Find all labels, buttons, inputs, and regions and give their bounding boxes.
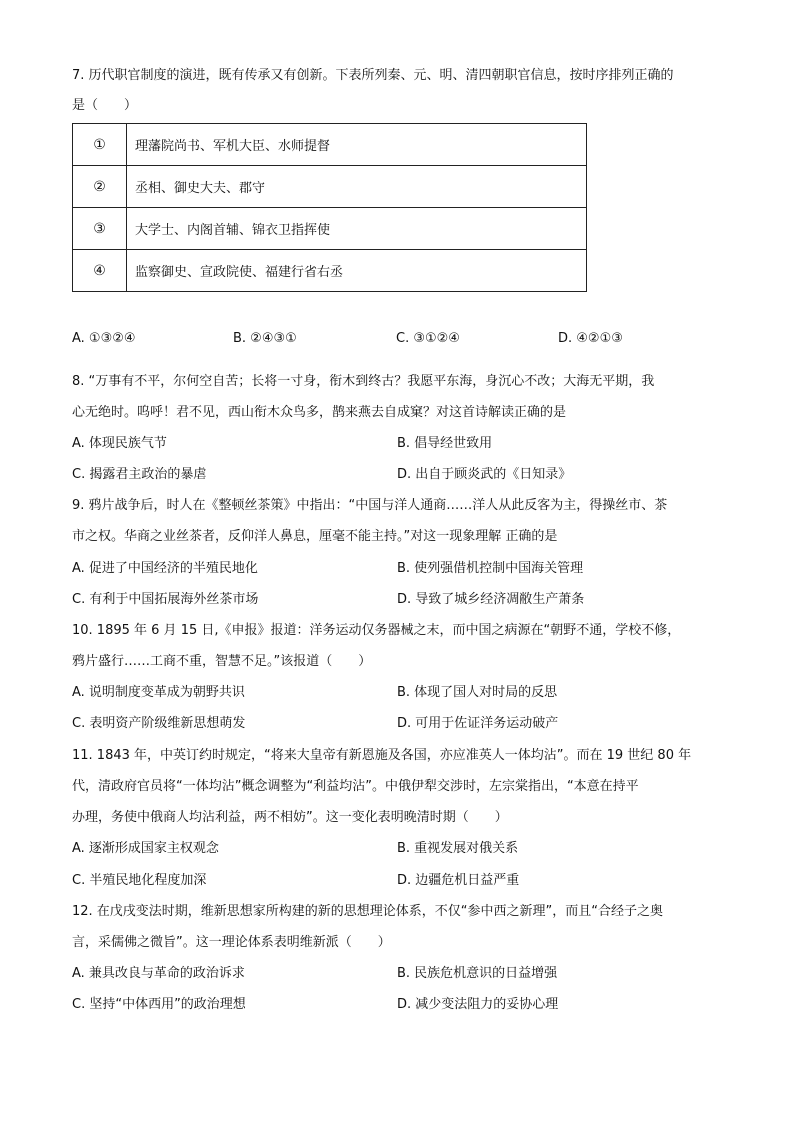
q12-stem-line1: 12. 在戊戌变法时期，维新思想家所构建的新的思想理论体系，不仅“参中西之新理”，而且“合经子之奥 (72, 904, 664, 919)
q11-stem-line1: 11. 1843 年，中英订约时规定，“将来大皇帝有新恩施及各国，亦应准英人一体均沾”。而在 19 世纪 80 年 (72, 748, 692, 763)
q10-option-a[interactable]: A. 说明制度变革成为朝野共识 (72, 685, 245, 700)
q7-option-d[interactable]: D. ④②①③ (558, 331, 623, 346)
q10-option-c[interactable]: C. 表明资产阶级维新思想萌发 (72, 716, 246, 731)
q10-option-b[interactable]: B. 体现了国人对时局的反思 (397, 685, 558, 700)
row-text: 监察御史、宣政院使、福建行省右丞 (127, 250, 587, 292)
table-row (73, 208, 587, 250)
q7-option-a[interactable]: A. ①③②④ (72, 331, 136, 346)
q8-option-a[interactable]: A. 体现民族气节 (72, 436, 167, 451)
table-row (73, 166, 587, 208)
q9-option-a[interactable]: A. 促进了中国经济的半殖民地化 (72, 561, 258, 576)
q11-option-d[interactable]: D. 边疆危机日益严重 (397, 873, 520, 888)
q10-option-d[interactable]: D. 可用于佐证洋务运动破产 (397, 716, 559, 731)
q12-option-d[interactable]: D. 减少变法阻力的妥协心理 (397, 997, 559, 1012)
q9-stem-line2: 市之权。华商之业丝茶者，反仰洋人鼻息，厘毫不能主持。”对这一现象理解 正确的是 (72, 529, 558, 544)
q12-option-a[interactable]: A. 兼具改良与革命的政治诉求 (72, 966, 245, 981)
q12-stem-line2: 言，采儒佛之微旨”。这一理论体系表明维新派（ ） (72, 935, 391, 950)
row-number: ① (73, 124, 127, 166)
row-text: 理藩院尚书、军机大臣、水师提督 (127, 124, 587, 166)
q12-option-b[interactable]: B. 民族危机意识的日益增强 (397, 966, 558, 981)
q9-option-d[interactable]: D. 导致了城乡经济凋敝生产萧条 (397, 592, 585, 607)
q10-stem-line1: 10. 1895 年 6 月 15 日,《申报》报道：洋务运动仅务器械之末，而中国之病源在“朝野不通，学校不修， (72, 623, 681, 638)
q8-option-c[interactable]: C. 揭露君主政治的暴虐 (72, 467, 207, 482)
q11-option-a[interactable]: A. 逐渐形成国家主权观念 (72, 841, 219, 856)
q8-option-b[interactable]: B. 倡导经世致用 (397, 436, 493, 451)
q7-stem-line2: 是（ ） (72, 98, 138, 113)
q7-stem-line1: 7. 历代职官制度的演进，既有传承又有创新。下表所列秦、元、明、清四朝职官信息，按时序排列正确的 (72, 68, 674, 83)
q9-option-b[interactable]: B. 使列强借机控制中国海关管理 (397, 561, 584, 576)
row-number: ④ (73, 250, 127, 292)
q7-option-b[interactable]: B. ②④③① (233, 331, 297, 346)
q8-stem-line2: 心无绝时。呜呼！君不见，西山衔木众鸟多，鹊来燕去自成窠？对这首诗解读正确的是 (72, 405, 567, 420)
q9-option-c[interactable]: C. 有利于中国拓展海外丝茶市场 (72, 592, 259, 607)
q9-stem-line1: 9. 鸦片战争后，时人在《整顿丝茶策》中指出：“中国与洋人通商……洋人从此反客为主，得操丝市、茶 (72, 498, 668, 513)
row-number: ③ (73, 208, 127, 250)
q12-option-c[interactable]: C. 坚持“中体西用”的政治理想 (72, 997, 246, 1012)
row-text: 大学士、内阁首辅、锦衣卫指挥使 (127, 208, 587, 250)
q10-stem-line2: 鸦片盛行……工商不重，智慧不足。”该报道（ ） (72, 654, 372, 669)
q11-stem-line3: 办理，务使中俄商人均沾利益，两不相妨”。这一变化表明晚清时期（ ） (72, 810, 508, 825)
row-number: ② (73, 166, 127, 208)
q11-option-b[interactable]: B. 重视发展对俄关系 (397, 841, 519, 856)
table-row (73, 124, 587, 166)
q8-option-d[interactable]: D. 出自于顾炎武的《日知录》 (397, 467, 572, 482)
q7-official-table (72, 123, 587, 292)
q11-stem-line2: 代，清政府官员将“一体均沾”概念调整为“利益均沾”。中俄伊犁交涉时，左宗棠指出，“本意在持平 (72, 779, 639, 794)
q11-option-c[interactable]: C. 半殖民地化程度加深 (72, 873, 207, 888)
q7-option-c[interactable]: C. ③①②④ (396, 331, 460, 346)
row-text: 丞相、御史大夫、郡守 (127, 166, 587, 208)
q8-stem-line1: 8. “万事有不平，尔何空自苦；长将一寸身，衔木到终古？我愿平东海，身沉心不改；大海无平期，我 (72, 374, 655, 389)
table-row (73, 250, 587, 292)
